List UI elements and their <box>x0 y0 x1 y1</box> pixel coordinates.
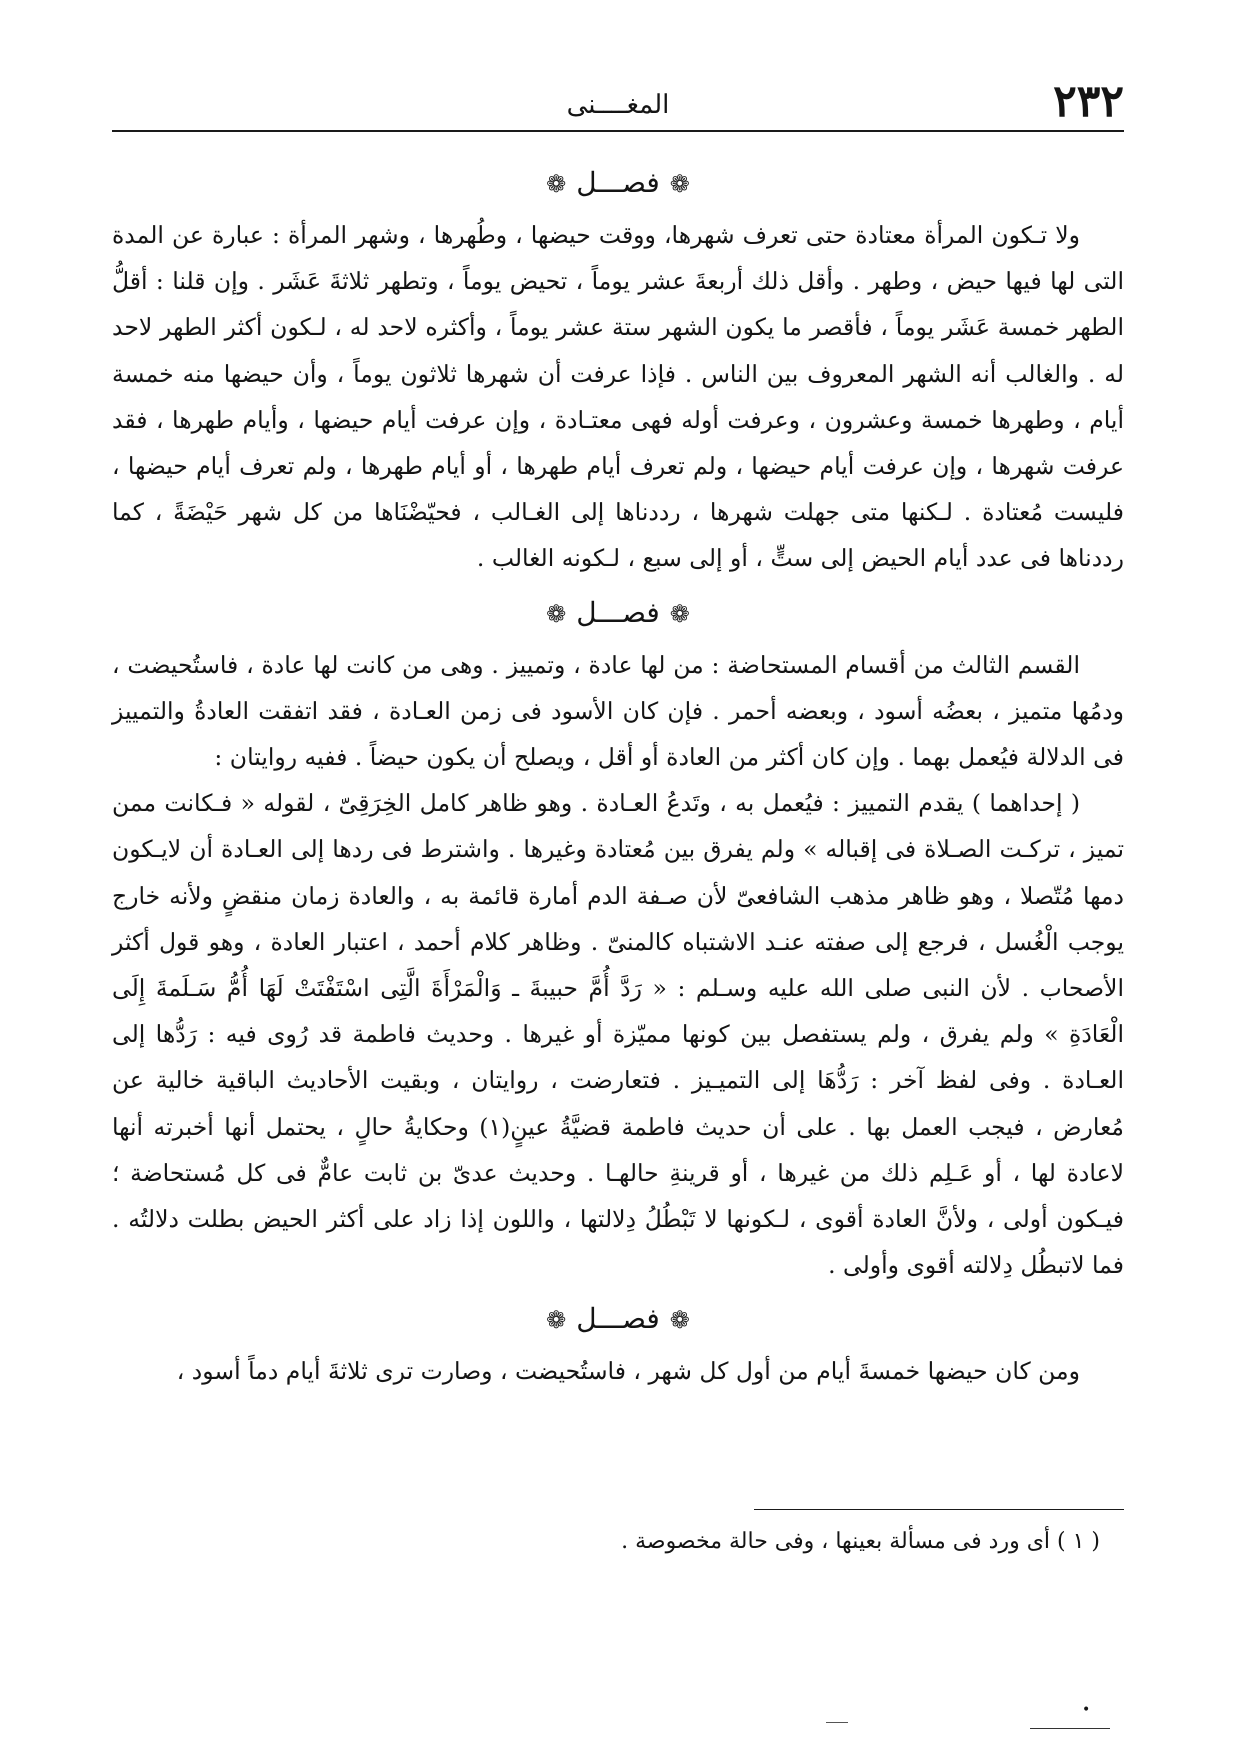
footnote-divider <box>754 1509 1124 1510</box>
ornament-icon: ❁ <box>546 1306 567 1335</box>
main-text <box>112 162 1124 1395</box>
dot-mark: • <box>1082 1702 1091 1718</box>
section-heading <box>112 592 1124 634</box>
paragraph: ( إحداهما ) يقدم التمييز : فيُعمل به ، وتَدعُ العـادة . وهو ظاهر كامل الخِرَقِىّ ، لقوله « فـكانت ممن تميز ، تركـت الصـلاة فى إقباله » ولم يفرق بين مُعتادة وغيرها . واشترط فى ردها إلى العـادة أن لايـكون دمها مُتّصلا ، وهو ظاهر مذهب الشافعىّ لأن صـفة الدم أمارة قائمة به ، والعادة زمان منقضٍ ولأنه خارج يوجب الْغُسل ، فرجع إلى صفته عنـد الاشتباه كالمنىّ . وظاهر كلام أحمد ، اعتبار العادة ، وهو قول أكثر الأصحاب . لأن النبى صلى الله عليه وسـلم : « رَدَّ أُمَّ حبيبةَ ـ وَالْمَرْأَةَ الَّتِى اسْتَفْتَتْ لَهَا أُمُّ سَـلَمةَ إِلَى الْعَادَةِ » ولم يفرق ، ولم يستفصل بين كونها مميّزة أو غيرها . وحديث فاطمة قد رُوى فيه : رَدُّها إلى العـادة . وفى لفظ آخر : رَدُّهَا إلى التميـيز . فتعارضت ، روايتان ، وبقيت الأحاديث الباقية خالية عن مُعارض ، فيجب العمل بها . على أن حديث فاطمة قضيَّةُ عينٍ(١) وحكايةُ حالٍ ، يحتمل أنها أخبرته أنها لاعادة لها ، أو عَـلِم ذلك من غيرها ، أو قرينةِ حالهـا . وحديث عدىّ بن ثابت عامٌّ فى كل مُستحاضة ؛ فيـكون أولى ، ولأنَّ العادة أقوى ، لـكونها لا تَبْطُلُ دِلالتها ، واللون إذا زاد على أكثر الحيض بطلت دلالتُه . فما لاتبطُل دِلالته أقوى وأولى . <box>112 789 1124 1280</box>
paragraph: ومن كان حيضها خمسةَ أيام من أول كل شهر ، فاستُحيضت ، وصارت ترى ثلاثةَ أيام دماً أسود ، <box>176 1357 1080 1386</box>
paragraph: القسم الثالث من أقسام المستحاضة : من لها عادة ، وتمييز . وهى من كانت لها عادة ، فاستُحيضت ، ودمُها متميز ، بعضُه أسود ، وبعضه أحمر . فإن كان الأسود فى زمن العـادة ، فقد اتفقت العادةُ والتمييز فى الدلالة فيُعمل بهما . وإن كان أكثر من العادة أو أقل ، ويصلح أن يكون حيضاً . ففيه روايتان : <box>112 650 1124 772</box>
section-heading-label: فصـــل <box>576 1302 660 1336</box>
section-heading-label: فصـــل <box>576 166 660 199</box>
section-heading <box>112 162 1124 204</box>
footnote: ( ١ ) أى ورد فى مسألة بعينها ، وفى حالة مخصوصة . <box>621 1529 1100 1554</box>
ornament-icon: ❁ <box>546 170 567 198</box>
section-heading <box>112 1298 1124 1340</box>
ornament-icon: ❁ <box>669 170 690 198</box>
paragraph: ولا تـكون المرأة معتادة حتى تعرف شهرها، ووقت حيضها ، وطُهرها ، وشهر المرأة : عبارة عن المدة التى لها فيها حيض ، وطهر . وأقل ذلك أربعةَ عشر يوماً ، تحيض يوماً ، وتطهر ثلاثةَ عَشَر . وإن قلنا : أقلُّ الطهر خمسة عَشَر يوماً ، فأقصر ما يكون الشهر ستة عشر يوماً ، وأكثره لاحد له ، لـكون أكثر الطهر لاحد له . والغالب أنه الشهر المعروف بين الناس . فإذا عرفت أن شهرها ثلاثون يوماً ، وأن حيضها منه خمسة أيام ، وطهرها خمسة وعشرون ، وعرفت أوله فهى معتـادة ، وإن عرفت أيام حيضها ، وأيام طهرها ، فقد عرفت شهرها ، وإن عرفت أيام حيضها ، ولم تعرف أيام طهرها ، أو أيام طهرها ، ولم تعرف أيام حيضها ، فليست مُعتادة . لـكنها متى جهلت شهرها ، رددناها إلى الغـالب ، فحيّضْنَاها من كل شهر حَيْضَةً ، كما رددناها فى عدد أيام الحيض إلى ستٍّ ، أو إلى سبع ، لـكونه الغالب . <box>112 221 1124 573</box>
page-header <box>112 70 1124 132</box>
bottom-dash <box>826 1722 848 1723</box>
ornament-icon: ❁ <box>669 1306 690 1335</box>
ornament-icon: ❁ <box>546 599 567 628</box>
bottom-rule <box>1030 1728 1110 1729</box>
page-number: ٢٣٢ <box>1053 76 1124 127</box>
section-heading-label: فصـــل <box>576 595 660 629</box>
ornament-icon: ❁ <box>669 599 690 628</box>
running-title: المغــــنى <box>566 90 670 120</box>
